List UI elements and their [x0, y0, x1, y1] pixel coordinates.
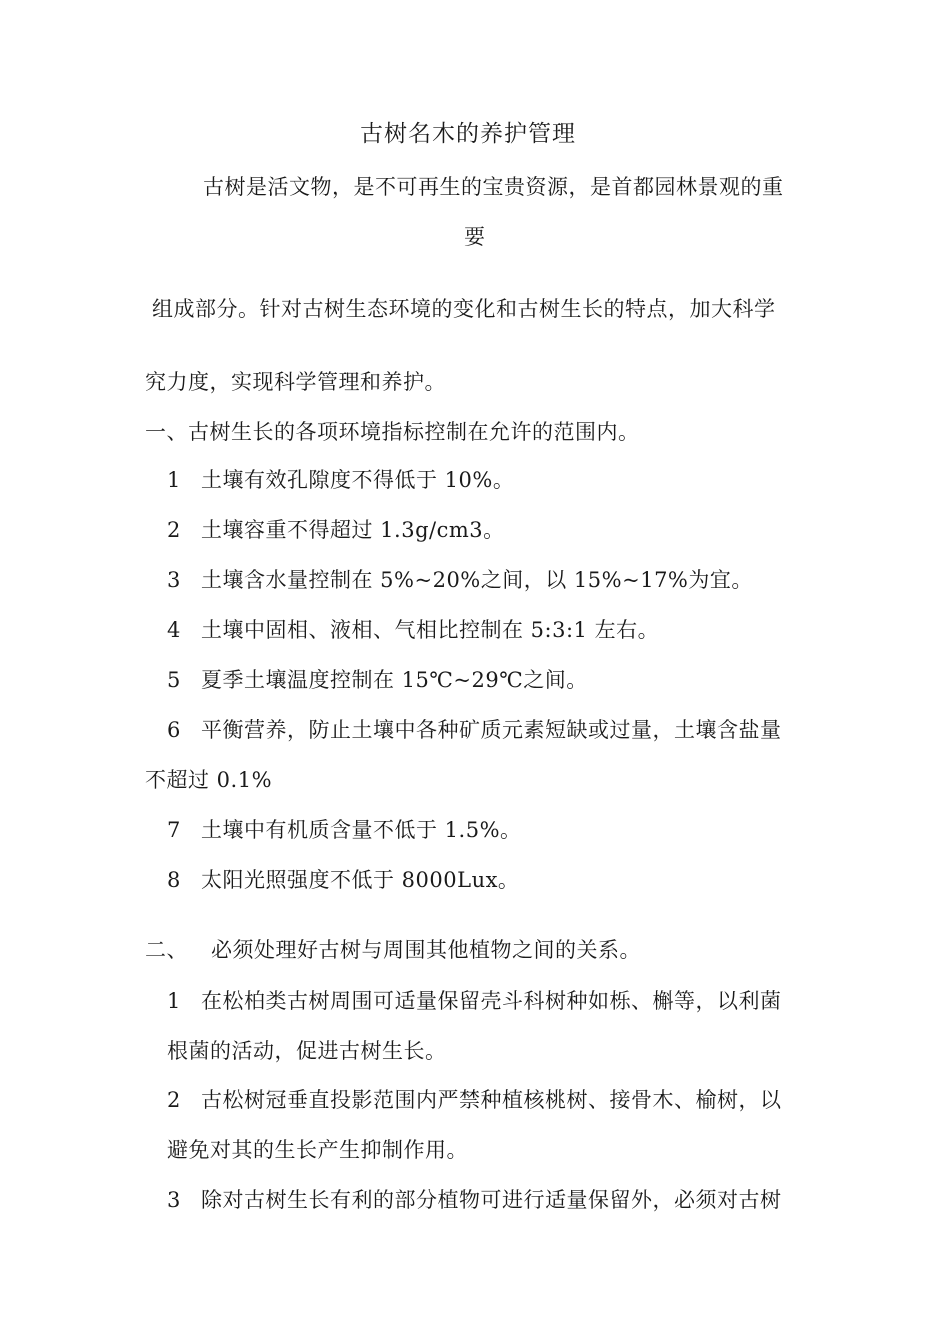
- item-number: 7: [167, 818, 181, 842]
- list-item-continuation: 不超过 0.1%: [145, 768, 273, 792]
- item-text: 夏季土壤温度控制在 15℃~29℃之间。: [201, 668, 588, 692]
- item-text: 平衡营养，防止土壤中各种矿质元素短缺或过量，土壤含盐量: [201, 718, 782, 742]
- list-item: [167, 817, 522, 843]
- item-number: 8: [167, 868, 181, 892]
- intro-line-3: 组成部分。针对古树生态环境的变化和古树生长的特点，加大科学: [152, 297, 776, 321]
- list-item: [167, 617, 659, 643]
- item-number: 3: [167, 568, 181, 592]
- intro-line-2: 要: [464, 225, 486, 249]
- list-item: [167, 517, 505, 543]
- item-number: 1: [167, 989, 181, 1013]
- section-heading-text: 必须处理好古树与周围其他植物之间的关系。: [211, 938, 641, 962]
- list-item: [167, 867, 519, 893]
- item-number: 3: [167, 1188, 181, 1212]
- item-number: 2: [167, 1088, 181, 1112]
- item-text: 土壤有效孔隙度不得低于 10%。: [201, 468, 515, 492]
- list-item: [167, 988, 782, 1014]
- item-text: 太阳光照强度不低于 8000Lux。: [201, 868, 520, 892]
- list-item: [167, 667, 588, 693]
- item-text: 土壤含水量控制在 5%~20%之间，以 15%~17%为宜。: [201, 568, 753, 592]
- item-number: 6: [167, 718, 181, 742]
- item-text: 除对古树生长有利的部分植物可进行适量保留外，必须对古树: [201, 1188, 782, 1212]
- intro-line-1: 古树是活文物，是不可再生的宝贵资源，是首都园林景观的重: [203, 175, 784, 199]
- list-item-continuation: 避免对其的生长产生抑制作用。: [167, 1138, 468, 1162]
- list-item: [167, 1187, 782, 1213]
- item-text: 古松树冠垂直投影范围内严禁种植核桃树、接骨木、榆树，以: [201, 1088, 782, 1112]
- list-item-continuation: 根菌的活动，促进古树生长。: [167, 1039, 447, 1063]
- item-text: 土壤中有机质含量不低于 1.5%。: [201, 818, 522, 842]
- section-1-heading: 一、古树生长的各项环境指标控制在允许的范围内。: [145, 420, 640, 444]
- list-item: [167, 567, 753, 593]
- document-title: 古树名木的养护管理: [360, 121, 576, 147]
- section-number: 二、: [145, 938, 188, 962]
- list-item: [167, 717, 782, 743]
- item-number: 5: [167, 668, 181, 692]
- item-number: 1: [167, 468, 181, 492]
- item-text: 土壤中固相、液相、气相比控制在 5:3:1 左右。: [201, 618, 660, 642]
- item-number: 4: [167, 618, 181, 642]
- item-text: 在松柏类古树周围可适量保留壳斗科树种如栎、槲等，以利菌: [201, 989, 782, 1013]
- list-item: [167, 467, 514, 493]
- item-text: 土壤容重不得超过 1.3g/cm3。: [201, 518, 505, 542]
- list-item: [167, 1087, 782, 1113]
- item-number: 2: [167, 518, 181, 542]
- intro-line-4: 究力度，实现科学管理和养护。: [145, 370, 446, 394]
- section-2-heading: [145, 937, 641, 963]
